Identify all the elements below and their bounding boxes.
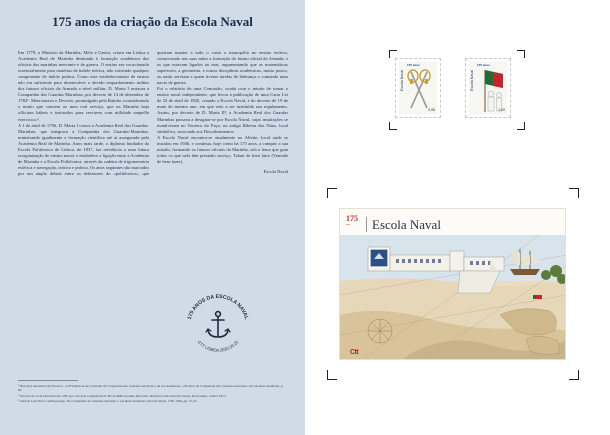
right-page: [305, 0, 610, 435]
anchor-icon: [206, 312, 230, 337]
postmark-graphic: [178, 292, 258, 354]
stamp-label: Escola Naval: [470, 70, 474, 91]
article-paragraph: A Escola Naval encontra-se atualmente no Alfeite, local onde se instalou em 1946, e continua, hoje como há 175 anos, a cumprir a sua missão, formando os futuros oficiais da Marinha, sob o lema que guia todos os que nela têm prestado serviço, Talant de bien faire (Vontade de bem fazer).: [157, 134, 288, 164]
article-paragraph: Foi o relatório de uma Comissão, criada com o intuito de tomar o ensino naval independente, que levou à publicação de uma Carta Lei de 23 de abril de 1845, criando a Escola Naval, e do decreto de 19 de maio do mesmo ano, em que veio a ser instituído um regulamento. Assim, por decreto de D. Maria II³, a Academia Real dos Guardas Marinhas passava a designar-se por Escola Naval, cujas instalações se mantiveram no Terreiro do Paço, na antiga Ribeira das Naus, local simbólico, associado aos Descobrimentos.: [157, 86, 288, 134]
stamp-value: 1,00: [498, 108, 505, 112]
crop-mark: [327, 370, 337, 380]
page-title: 175 anos da criação da Escola Naval: [52, 14, 253, 29]
stamp-value: 0,55: [428, 108, 435, 112]
sheet-artwork: [340, 235, 566, 360]
sheet-title: Escola Naval: [372, 217, 441, 232]
title-divider: [366, 217, 367, 232]
postmark-date-text: CTT LISBOA 2020.10.23: [196, 339, 240, 353]
crop-mark: [569, 188, 579, 198]
stamp-cadets: [465, 58, 511, 118]
flag-cadets-icon: [469, 62, 507, 114]
anniversary-logo: [346, 215, 362, 231]
ctt-logo: Ctt: [350, 349, 359, 356]
stamp-swords: [395, 58, 441, 118]
footnote: ³ António Luís Porto e Albuquerque, Da Companhia de Guardas-marinhas e sua Real Academia à Escola Naval, 1782-1982, pp. 15-16.: [18, 399, 198, 404]
footnote: ² Decreto de 14 de Dezembro de 1782 que cria uma Companhia de 48 GG.MM.Guardas-Marinhas, Biblioteca Nacional de Lisboa, Reservados, Códice 6473.: [18, 393, 227, 398]
map-building-illustration: [340, 235, 566, 360]
footnote: ¹ Henrique Alexandre da Fonseca, «A Presidência da Comissão da Companhia dos Guardas-marinhas e da sua Academia», 200 Anos de Companhia dos Guardas-marinhas e da sua Real Academia, p. 66.: [18, 384, 284, 393]
article-paragraph: Em 1779, o Ministro da Marinha, Melo e Castro, criava em Lisboa a Academia Real de Marinha destinada à formação académica dos oficiais das marinhas mercante e de guerra. O ensino era vocacionado essencialmente para matérias de índole teórica, não existindo qualquer componente de índole prática. Como este estabelecimento de ensino não era suficiente para desenvolver o devido enquadramento militar dos futuros oficiais da Armada a nível militar, D. Maria I restaura a Companhia dos Guardas Marinhas, por decreto de 14 de dezembro de 1782¹. Mencionava o Decreto, promulgado pela Rainha «considerando o muito que convem ao meu real serviço, que na Marinha haja officiaes hábeis e instruidos para servirem com utilidade naquelle exercicio»².: [18, 50, 149, 122]
logo-number: 175: [346, 214, 358, 223]
article-paragraph: A 1 de abril de 1796, D. Maria I criava a Academia Real dos Guardas-Marinhas, que integrava a Companhia dos Guardas-Marinhas, ministrando igualmente a formação científica até ai assegurada pela Academia Real de Marinha. Anos mais tarde, o diploma fundador da Escola Politécnica de Lisboa, de 1837, faz referência a uma futura reorganização do ensino naval, e estabelece a ligação entre a Academia de Marinha e a Escola Politécnica, através da cadeira de trigonometria esférica e navegação, teórica e prática. Os anos seguintes são marcados por um amplo debate entre os defensores do «politécnico», que queriam manter a todo o custo o monopólio no ensino teórico, conservando nas suas mãos a formação do futuro oficial da Armada, e os que estavam ligados ao mar, argumentando que as matemáticas superiores, a geometria, e outras disciplinas académicas, muito pouco, ou nada, serviam a quem tivesse tarefas de liderança e comando num navio de guerra.: [18, 50, 288, 176]
stamp-label: Escola Naval: [400, 70, 404, 91]
logo-sub: anos: [346, 223, 351, 226]
crop-mark: [389, 122, 397, 130]
crop-mark: [569, 370, 579, 380]
flag-icon: [533, 295, 542, 299]
footnotes: [18, 384, 288, 405]
crop-mark: [517, 50, 525, 58]
footnote-divider: [18, 380, 78, 381]
crop-mark: [517, 122, 525, 130]
crop-mark: [389, 50, 397, 58]
postmark: [178, 292, 258, 354]
article-signature: Escola Naval: [263, 168, 288, 174]
compass-rose-icon: [368, 319, 392, 343]
stamp-brand: 175 anos: [407, 63, 420, 67]
souvenir-sheet: [339, 208, 566, 360]
crossed-swords-icon: [399, 62, 437, 114]
stamp-brand: 175 anos: [477, 63, 490, 67]
crop-mark: [327, 188, 337, 198]
postmark-arc-text: 175 ANOS DA ESCOLA NAVAL: [186, 293, 250, 321]
